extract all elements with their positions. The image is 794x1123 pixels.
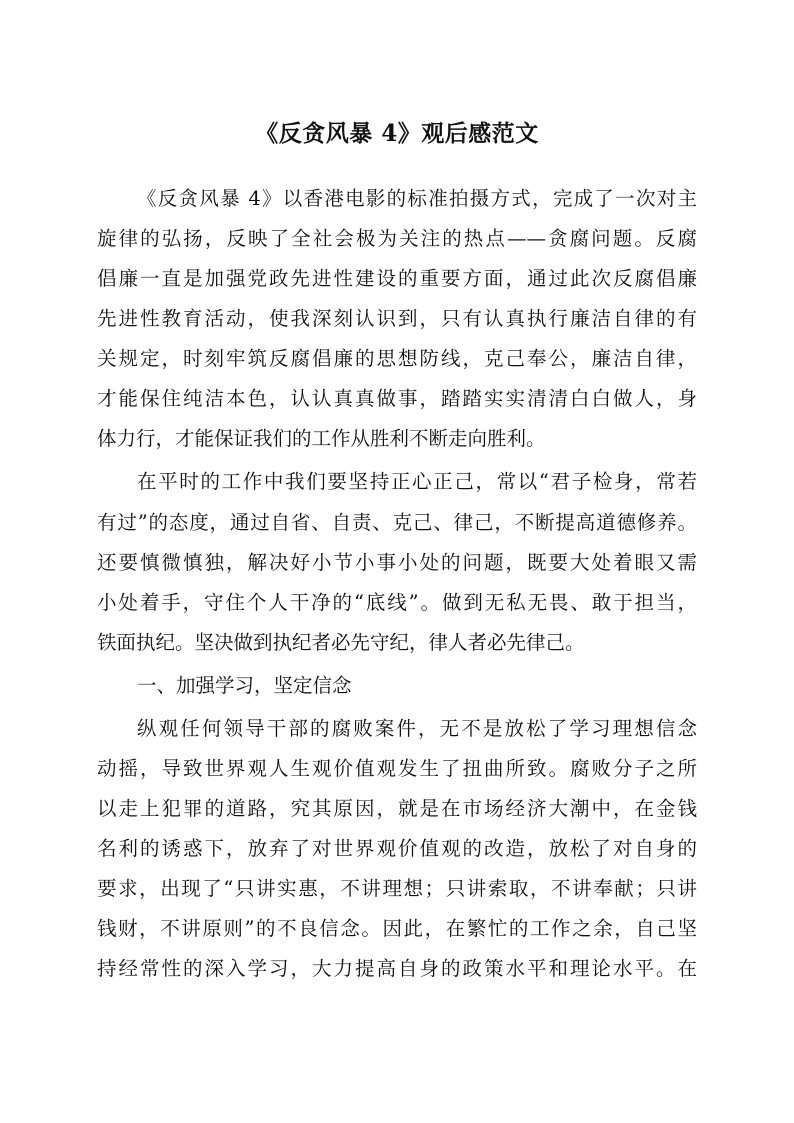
paragraph-line: 《反贪风暴 4》以香港电影的标准拍摄方式，完成了一次对主 [137,187,697,210]
paragraph-line: 铁面执纪。坚决做到执纪者必先守纪，律人者必先律己。 [97,631,585,654]
paragraph-line: 有过”的态度，通过自省、自责、克己、律己，不断提高道德修养。 [97,511,697,534]
paragraph-line: 关规定，时刻牢筑反腐倡廉的思想防线，克己奉公，廉洁自律， [97,347,697,370]
paragraph-line: 才能保住纯洁本色，认认真真做事，踏踏实实清清白白做人，身 [97,387,697,410]
paragraph-line: 持经常性的深入学习，大力提高自身的政策水平和理论水平。在 [97,957,697,980]
paragraph-line: 纵观任何领导干部的腐败案件，无不是放松了学习理想信念 [137,717,697,740]
paragraph-line: 倡廉一直是加强党政先进性建设的重要方面，通过此次反腐倡廉 [97,267,697,290]
paragraph-line: 名利的诱惑下，放弃了对世界观价值观的改造，放松了对自身的 [97,837,697,860]
section-heading: 一、加强学习，坚定信念 [137,674,352,697]
paragraph-line: 钱财，不讲原则”的不良信念。因此，在繁忙的工作之余，自己坚 [97,917,697,940]
paragraph-line: 还要慎微慎独，解决好小节小事小处的问题，既要大处着眼又需 [97,551,697,574]
paragraph-line: 旋律的弘扬，反映了全社会极为关注的热点——贪腐问题。反腐 [97,227,697,250]
paragraph-line: 在平时的工作中我们要坚持正心正己，常以“君子检身，常若 [137,470,697,493]
paragraph-line: 动摇，导致世界观人生观价值观发生了扭曲所致。腐败分子之所 [97,757,697,780]
paragraph-line: 体力行，才能保证我们的工作从胜利不断走向胜利。 [97,427,546,450]
paragraph-line: 小处着手，守住个人干净的“底线”。做到无私无畏、敢于担当， [97,591,697,614]
paragraph-line: 先进性教育活动，使我深刻认识到，只有认真执行廉洁自律的有 [97,307,697,330]
paragraph-line: 要求，出现了“只讲实惠，不讲理想；只讲索取，不讲奉献；只讲 [97,877,697,900]
paragraph-line: 以走上犯罪的道路，究其原因，就是在市场经济大潮中，在金钱 [97,797,697,820]
page-title: 《反贪风暴 4》观后感范文 [255,120,539,147]
